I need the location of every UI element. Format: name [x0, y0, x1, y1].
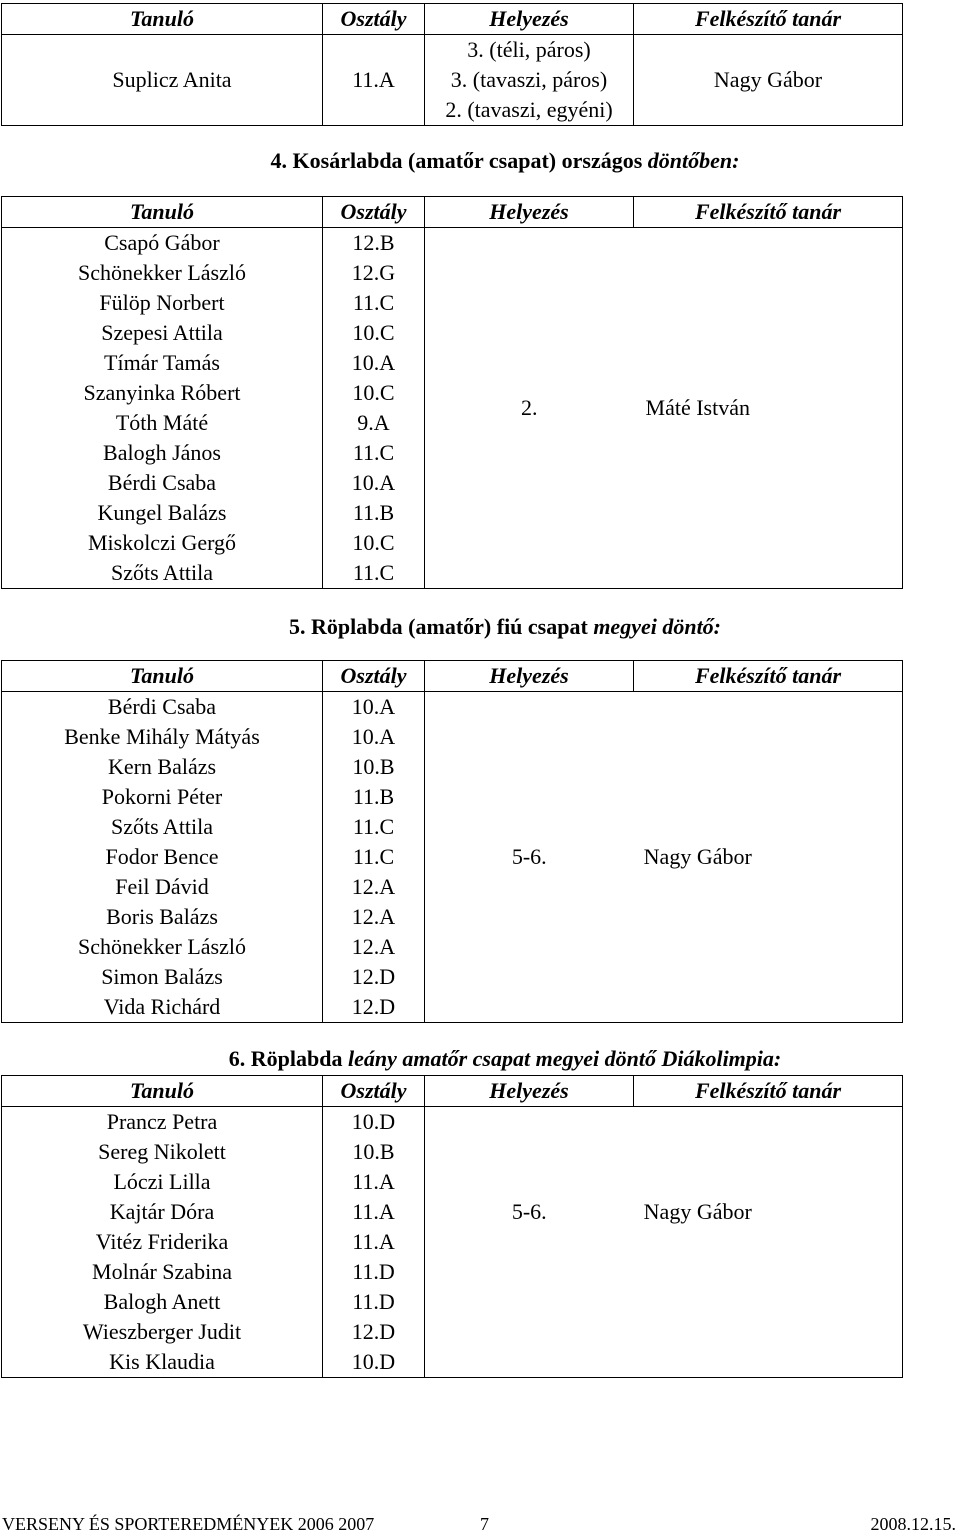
student-class: 9.A: [323, 408, 425, 438]
student-class: 11.C: [323, 558, 425, 589]
volleyball-girls-table: [1, 1075, 903, 1378]
table-header-row: [2, 1076, 903, 1107]
student-name: Vitéz Friderika: [2, 1227, 323, 1257]
student-name: Kern Balázs: [2, 752, 323, 782]
student-class: 10.A: [323, 692, 425, 723]
section-5-heading: 5. Röplabda (amatőr) fiú csapat megyei döntő:: [288, 614, 722, 639]
col-teacher-header: Felkészítő tanár: [634, 4, 903, 35]
team-placement: 5-6.: [425, 692, 634, 1023]
student-class: 11.A: [323, 1227, 425, 1257]
col-teacher-header: Felkészítő tanár: [634, 197, 903, 228]
col-class-header: Osztály: [323, 661, 425, 692]
student-class: 12.D: [323, 962, 425, 992]
student-class: 12.A: [323, 902, 425, 932]
teacher-name: Nagy Gábor: [634, 35, 903, 126]
col-student-header: Tanuló: [2, 4, 323, 35]
student-class: 11.B: [323, 782, 425, 812]
col-teacher-header: Felkészítő tanár: [634, 1076, 903, 1107]
student-class: 11.D: [323, 1257, 425, 1287]
student-name: Tóth Máté: [2, 408, 323, 438]
student-name: Lóczi Lilla: [2, 1167, 323, 1197]
volleyball-boys-table: [1, 660, 903, 1023]
student-name: Sereg Nikolett: [2, 1137, 323, 1167]
student-class: 11.C: [323, 288, 425, 318]
student-name: Balogh János: [2, 438, 323, 468]
student-name: Szanyinka Róbert: [2, 378, 323, 408]
table-header-row: [2, 661, 903, 692]
student-name: Schönekker László: [2, 258, 323, 288]
col-place-header: Helyezés: [425, 1076, 634, 1107]
placement-2: 3. (tavaszi, páros): [450, 67, 608, 92]
team-teacher: Máté István: [634, 228, 903, 589]
student-name: Wieszberger Judit: [2, 1317, 323, 1347]
section-6-heading: 6. Röplabda leány amatőr csapat megyei döntő Diákolimpia:: [228, 1046, 782, 1071]
student-class: 10.A: [323, 722, 425, 752]
student-name: Pokorni Péter: [2, 782, 323, 812]
page-footer: [0, 1512, 960, 1537]
table-header-row: [2, 197, 903, 228]
student-class: 12.D: [323, 992, 425, 1023]
student-class: 11.C: [323, 438, 425, 468]
student-name: Simon Balázs: [2, 962, 323, 992]
table-row: [2, 35, 903, 126]
student-class: 10.A: [323, 348, 425, 378]
section-4-heading: 4. Kosárlabda (amatőr csapat) országos döntőben:: [270, 148, 740, 173]
student-class: 11.D: [323, 1287, 425, 1317]
table-row: [2, 228, 903, 259]
student-name: Miskolczi Gergő: [2, 528, 323, 558]
footer-date: 2008.12.15.: [870, 1514, 956, 1534]
student-name: Kis Klaudia: [2, 1347, 323, 1378]
page-number: 7: [480, 1514, 489, 1534]
student-class: 12.D: [323, 1317, 425, 1347]
student-name: Kajtár Dóra: [2, 1197, 323, 1227]
student-name: Suplicz Anita: [2, 35, 323, 126]
student-name: Szepesi Attila: [2, 318, 323, 348]
student-name: Csapó Gábor: [2, 228, 323, 259]
student-class: 10.D: [323, 1347, 425, 1378]
placement-3: 2. (tavaszi, egyéni): [445, 97, 613, 122]
student-name: Fodor Bence: [2, 842, 323, 872]
student-class: 11.C: [323, 842, 425, 872]
student-name: Boris Balázs: [2, 902, 323, 932]
student-class: 12.A: [323, 872, 425, 902]
student-class: 11.A: [323, 1197, 425, 1227]
student-class: 11.B: [323, 498, 425, 528]
student-class: 10.B: [323, 752, 425, 782]
student-name: Szőts Attila: [2, 812, 323, 842]
placement-list: [425, 35, 634, 126]
student-class: 10.A: [323, 468, 425, 498]
student-name: Vida Richárd: [2, 992, 323, 1023]
col-place-header: Helyezés: [425, 661, 634, 692]
table-row: [2, 692, 903, 723]
col-place-header: Helyezés: [425, 4, 634, 35]
student-class: 12.G: [323, 258, 425, 288]
table-header-row: [2, 4, 903, 35]
student-name: Prancz Petra: [2, 1107, 323, 1138]
student-class: 11.C: [323, 812, 425, 842]
student-name: Bérdi Csaba: [2, 692, 323, 723]
student-name: Szőts Attila: [2, 558, 323, 589]
student-class: 12.B: [323, 228, 425, 259]
col-student-header: Tanuló: [2, 661, 323, 692]
table-tennis-results: [1, 3, 903, 126]
student-class: 10.C: [323, 378, 425, 408]
col-student-header: Tanuló: [2, 1076, 323, 1107]
col-class-header: Osztály: [323, 4, 425, 35]
team-placement: 5-6.: [425, 1107, 634, 1378]
student-class: 12.A: [323, 932, 425, 962]
team-placement: 2.: [425, 228, 634, 589]
col-place-header: Helyezés: [425, 197, 634, 228]
team-teacher: Nagy Gábor: [634, 1107, 903, 1378]
col-teacher-header: Felkészítő tanár: [634, 661, 903, 692]
student-class: 11.A: [323, 35, 425, 126]
student-name: Molnár Szabina: [2, 1257, 323, 1287]
placement-1: 3. (téli, páros): [467, 37, 591, 62]
team-teacher: Nagy Gábor: [634, 692, 903, 1023]
student-class: 10.D: [323, 1107, 425, 1138]
basketball-team-table: [1, 196, 903, 589]
student-class: 10.B: [323, 1137, 425, 1167]
col-class-header: Osztály: [323, 197, 425, 228]
student-name: Benke Mihály Mátyás: [2, 722, 323, 752]
student-class: 11.A: [323, 1167, 425, 1197]
student-name: Balogh Anett: [2, 1287, 323, 1317]
table-row: [2, 1107, 903, 1138]
student-name: Fülöp Norbert: [2, 288, 323, 318]
student-name: Bérdi Csaba: [2, 468, 323, 498]
student-class: 10.C: [323, 318, 425, 348]
footer-title: VERSENY ÉS SPORTEREDMÉNYEK 2006 2007: [2, 1514, 375, 1534]
student-name: Tímár Tamás: [2, 348, 323, 378]
col-student-header: Tanuló: [2, 197, 323, 228]
student-name: Schönekker László: [2, 932, 323, 962]
student-class: 10.C: [323, 528, 425, 558]
student-name: Kungel Balázs: [2, 498, 323, 528]
col-class-header: Osztály: [323, 1076, 425, 1107]
student-name: Feil Dávid: [2, 872, 323, 902]
